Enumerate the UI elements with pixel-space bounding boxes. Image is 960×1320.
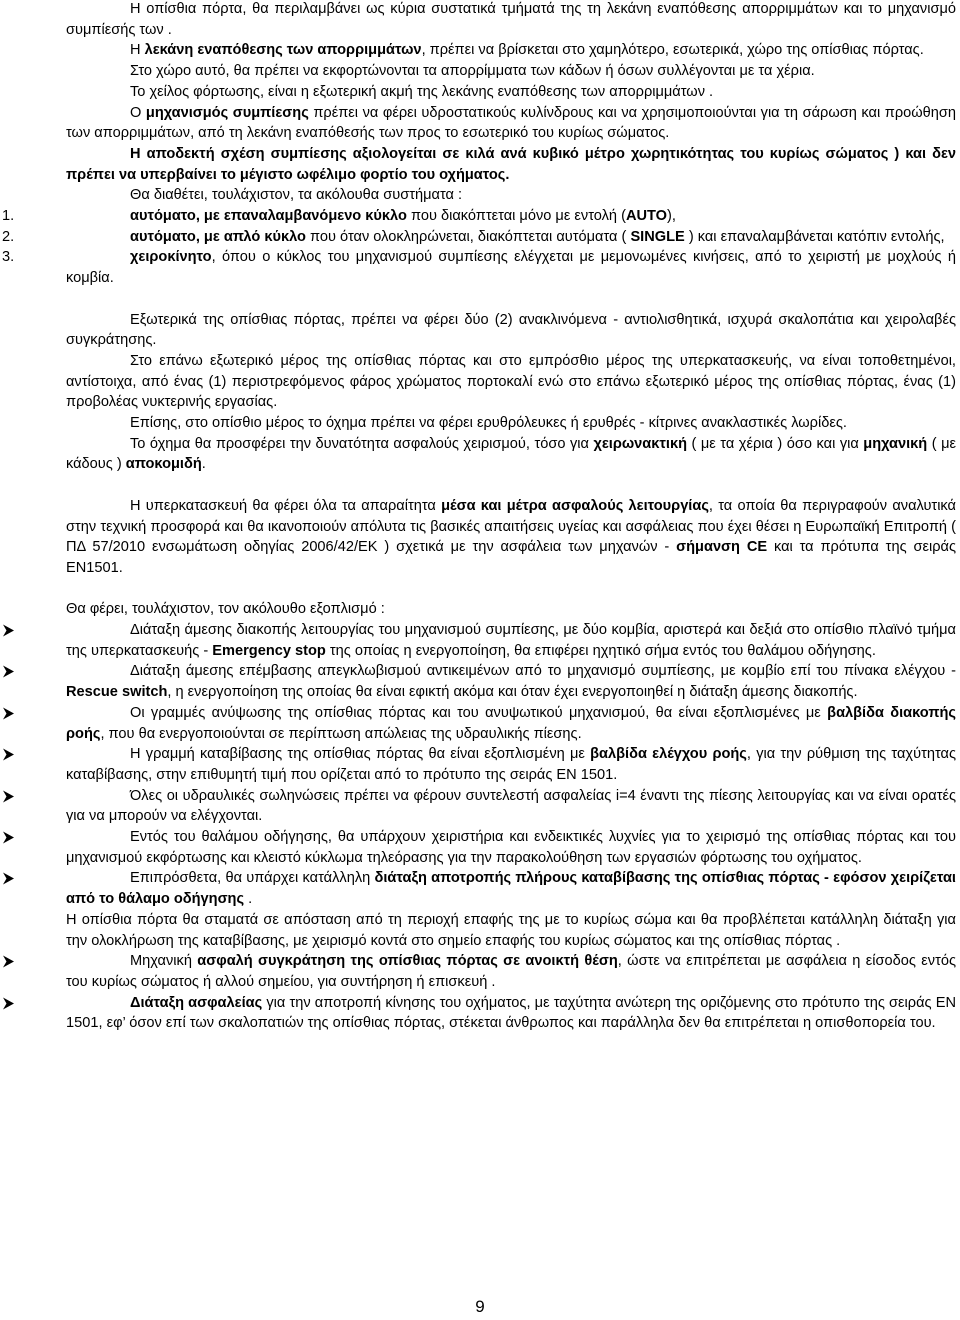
item-number: 3. [2, 249, 15, 266]
systems-list [2, 206, 956, 289]
bold-text: AUTO [625, 208, 668, 225]
text-run: . [201, 456, 206, 473]
text-run: Το χείλος φόρτωσης, είναι η εξωτερική ακμή της λεκάνης εναπόθεσης των απορριμμάτων . [130, 83, 714, 100]
arrowhead-bullet-icon [2, 868, 15, 885]
text-run: . [244, 891, 253, 908]
equipment-list [66, 620, 956, 910]
equipment-note: Η οπίσθια πόρτα θα σταματά σε απόσταση από τη περιοχή επαφής της με το κυρίως σώμα και θα προβλέπεται κατάλληλη διάταξη για την ολοκλήρωση της καταβίβασης, με χειρισμό κοντά στο σημείο επαφής του κυρίως σώματος και της οπίσθιας πόρτας . [66, 911, 956, 949]
text-run: Επίσης, στο οπίσθιο μέρος το όχημα πρέπει να φέρει ερυθρόλευκες ή ερυθρές - κίτρινες ανακλαστικές λωρίδες. [130, 415, 847, 432]
bullet-item [66, 744, 956, 785]
text-run: , ώστε να επιτρέπεται με ασφάλεια η είσοδος εντός του κυρίως σώματος ή αλλού σημείου, για συντήρηση ή επισκευή . [66, 953, 956, 990]
text-run: που όταν ολοκληρώνεται, διακόπτεται αυτόματα ( [305, 228, 631, 245]
text-run: και τα πρότυπα της σειράς EN1501. [66, 539, 956, 576]
text-run: ( με κάδους ) [66, 435, 956, 473]
arrowhead-bullet-icon [2, 620, 15, 637]
text-run: , τα οποία θα περιγραφούν αναλυτικά στην τεχνική προσφορά και θα ικανοποιούν απόλυτα τις βασικές απαιτήσεις υγείας και ασφάλειας που έχει θέσει η Ευρωπαϊκή Επιτροπή ( ΠΔ 57/2010 ενσωμάτωση οδηγίας 2006/42/ΕΚ ) σχετικά με την ασφάλεια των μηχανών - [66, 497, 956, 556]
text-run: , πρέπει να βρίσκεται στο χαμηλότερο, εσωτερικά, χώρο της οπίσθιας πόρτας. [421, 42, 924, 59]
bullet-item [66, 786, 956, 827]
spacer [66, 475, 956, 496]
arrowhead-bullet-icon [2, 993, 15, 1010]
bold-text: αποκομιδή [125, 456, 202, 473]
text-run: για την αποτροπή κίνησης του οχήματος, με ταχύτητα ανώτερη της οριζόμενης στο πρότυπο της σειράς EN 1501, εφ’ όσον επί των σκαλοπατιών της οπίσθιας πόρτας, στέκεται άνθρωπος και παράλληλα δεν θα επιτρέπεται η οπισθοπορεία του. [66, 994, 956, 1032]
paragraph [66, 413, 956, 434]
equipment-intro: Θα φέρει, τουλάχιστον, τον ακόλουθο εξοπλισμό : [66, 601, 385, 618]
paragraph [66, 0, 956, 40]
text-run: Διάταξη άμεσης διακοπής λειτουργίας του μηχανισμού συμπίεσης, με δύο κομβία, αριστερά και δεξιά στο οπίσθιο πλαϊνό τμήμα της υπερκατασκευής - [66, 622, 956, 659]
document-page [2, 0, 956, 1034]
bold-text: αυτόματο, με επαναλαμβανόμενο κύκλο [130, 208, 407, 225]
bullet-item [66, 661, 956, 702]
text-run: Επιπρόσθετα, θα υπάρχει κατάλληλη [130, 870, 375, 887]
numbered-item [2, 206, 956, 227]
text-run: Το όχημα θα προσφέρει την δυνατότητα ασφαλούς χειρισμού, τόσο για [130, 435, 594, 452]
text-run: Οι γραμμές ανύψωσης της οπίσθιας πόρτας και του ανυψωτικού μηχανισμού, θα είναι εξοπλισμένες με [130, 704, 828, 721]
arrowhead-bullet-icon [2, 827, 15, 844]
bold-text: διάταξη αποτροπής πλήρους καταβίβασης της οπίσθιας πόρτας - εφόσον χειρίζεται από το θάλαμο οδήγησης [66, 870, 956, 908]
text-run: πρέπει να φέρει υδροστατικούς κυλίνδρους και να χρησιμοποιούνται για τη σάρωση και προώθηση των απορριμμάτων, από τη λεκάνη εναπόθεσής των προς το εσωτερικό του κυρίως σώματος. [66, 104, 956, 142]
arrowhead-bullet-icon [2, 661, 15, 678]
bold-text: χειροκίνητο [130, 249, 212, 266]
paragraph [66, 61, 956, 82]
item-number: 1. [2, 208, 15, 225]
bullet-item [66, 951, 956, 992]
spacer [66, 579, 956, 600]
spacer [66, 289, 956, 310]
bold-text: μηχανική [863, 435, 928, 452]
bullet-item [66, 993, 956, 1034]
paragraph [66, 351, 956, 413]
text-run: Όλες οι υδραυλικές σωληνώσεις πρέπει να φέρουν συντελεστή ασφαλείας i=4 έναντι της πίεσης λειτουργίας και να είναι ορατές για να μπορούν να ελέγχονται. [66, 787, 956, 825]
text-run: Η υπερκατασκευή θα φέρει όλα τα απαραίτητα [130, 497, 442, 514]
text-run: , όπου ο κύκλος του μηχανισμού συμπίεσης ελέγχεται με μεμονωμένες κινήσεις, από το χειριστή με μοχλούς ή κομβία. [66, 249, 956, 287]
bold-text: Διάταξη ασφαλείας [130, 994, 263, 1011]
paragraph [66, 144, 956, 185]
text-run: Εξωτερικά της οπίσθιας πόρτας, πρέπει να φέρει δύο (2) ανακλινόμενα - αντιολισθητικά, ισχυρά σκαλοπάτια και χειρολαβές συγκράτησης. [66, 311, 956, 349]
text-run: Διάταξη άμεσης επέμβασης απεγκλωβισμού αντικειμένων από το μηχανισμό συμπίεσης, με κομβίο επί του πίνακα ελέγχου - [130, 663, 956, 680]
arrowhead-bullet-icon [2, 786, 15, 803]
paragraph [66, 496, 956, 579]
text-run: της οποίας η ενεργοποίηση, θα επιφέρει ηχητικό σήμα εντός του θαλάμου οδήγησης. [325, 642, 876, 659]
text-run: , που θα ενεργοποιούνται σε περίπτωση απώλειας της υδραυλικής πίεσης. [100, 725, 582, 742]
paragraph [66, 82, 956, 103]
bullet-item [66, 620, 956, 661]
text-run: Η γραμμή καταβίβασης της οπίσθιας πόρτας θα είναι εξοπλισμένη με [130, 746, 591, 763]
text-run: Στο χώρο αυτό, θα πρέπει να εκφορτώνονται τα απορρίμματα των κάδων ή όσων συλλέγονται με τα χέρια. [130, 63, 815, 80]
bold-text: Emergency stop [212, 642, 326, 659]
bold-text: μέσα και μέτρα ασφαλούς λειτουργίας [441, 497, 709, 514]
bold-text: χειρωνακτική [593, 435, 688, 452]
bullet-item [66, 703, 956, 744]
arrowhead-bullet-icon [2, 744, 15, 761]
text-run: Μηχανική [130, 953, 198, 970]
text-run: ), [667, 208, 676, 225]
bold-text: ασφαλή συγκράτηση της οπίσθιας πόρτας σε ανοικτή θέση [197, 953, 618, 970]
paragraph [66, 434, 956, 475]
bullet-item [66, 868, 956, 909]
text-run: , η ενεργοποίηση της οποίας θα είναι εφικτή ακόμα και όταν έχει ενεργοποιηθεί η διάταξη άμεσης διακοπής. [167, 684, 858, 701]
page-number: 9 [475, 1297, 485, 1316]
text-run: Η [130, 42, 145, 59]
bold-text: σήμανση CE [676, 539, 768, 556]
bold-text: Η αποδεκτή σχέση συμπίεσης αξιολογείται σε κιλά ανά κυβικό μέτρο χωρητικότητας του κυρίως σώματος ) και δεν πρέπει να υπερβαίνει το μέγιστο ωφέλιμο φορτίο του οχήματος. [66, 145, 956, 183]
paragraph [66, 185, 956, 206]
text-run: ) και επαναλαμβάνεται κατόπιν εντολής, [684, 228, 945, 245]
text-run: Η οπίσθια πόρτα, θα περιλαμβάνει ως κύρια συστατικά τμήματά της τη λεκάνη εναπόθεσης απορριμμάτων και το μηχανισμό συμπίεσής των . [66, 1, 956, 38]
numbered-item [2, 227, 956, 248]
paragraph [66, 310, 956, 351]
text-run: Στο επάνω εξωτερικό μέρος της οπίσθιας πόρτας και στο εμπρόσθιο μέρος της υπερκατασκευής, να είναι τοποθετημένοι, αντίστοιχα, από ένας (1) περιστρεφόμενος φάρος χρώματος πορτοκαλί ενώ στο επάνω εξωτερικό μέρος της οπίσθιας πόρτας, ένας (1) προβολέας νυκτερινής εργασίας. [66, 352, 956, 411]
text-run: Ο [130, 104, 146, 121]
intro-section [66, 0, 956, 206]
arrowhead-bullet-icon [2, 951, 15, 968]
exterior-section [66, 310, 956, 476]
equipment-list-more [66, 951, 956, 1034]
text-run: , για την ρύθμιση της ταχύτητας καταβίβασης, στην επιθυμητή τιμή που ορίζεται από το πρότυπο της σειράς EN 1501. [66, 746, 956, 783]
text-run: που διακόπτεται μόνο με εντολή ( [406, 208, 626, 225]
safety-section [66, 496, 956, 579]
bold-text: μηχανισμός συμπίεσης [145, 104, 309, 121]
bold-text: Rescue switch [66, 684, 168, 701]
paragraph [66, 40, 956, 61]
bold-text: λεκάνη εναπόθεσης των απορριμμάτων [144, 42, 422, 59]
paragraph [66, 103, 956, 144]
bullet-item [66, 827, 956, 868]
numbered-item [2, 247, 956, 288]
text-run: Θα διαθέτει, τουλάχιστον, τα ακόλουθα συστήματα : [130, 187, 463, 204]
bold-text: αυτόματο, με απλό κύκλο [130, 228, 306, 245]
bold-text: βαλβίδα ελέγχου ροής [590, 746, 747, 763]
text-run: Εντός του θαλάμου οδήγησης, θα υπάρχουν χειριστήρια και ενδεικτικές λυχνίες για το χειρισμό της οπίσθιας πόρτας και του μηχανισμού εκφόρτωσης και κλειστό κύκλωμα τηλεόρασης για την παρακολούθηση των εργασιών φόρτωσης του οχήματος. [66, 829, 956, 866]
arrowhead-bullet-icon [2, 703, 15, 720]
text-run: ( με τα χέρια ) όσο και για [687, 435, 864, 452]
bold-text: βαλβίδα διακοπής ροής [66, 704, 956, 742]
item-number: 2. [2, 228, 15, 245]
bold-text: SINGLE [630, 228, 685, 245]
